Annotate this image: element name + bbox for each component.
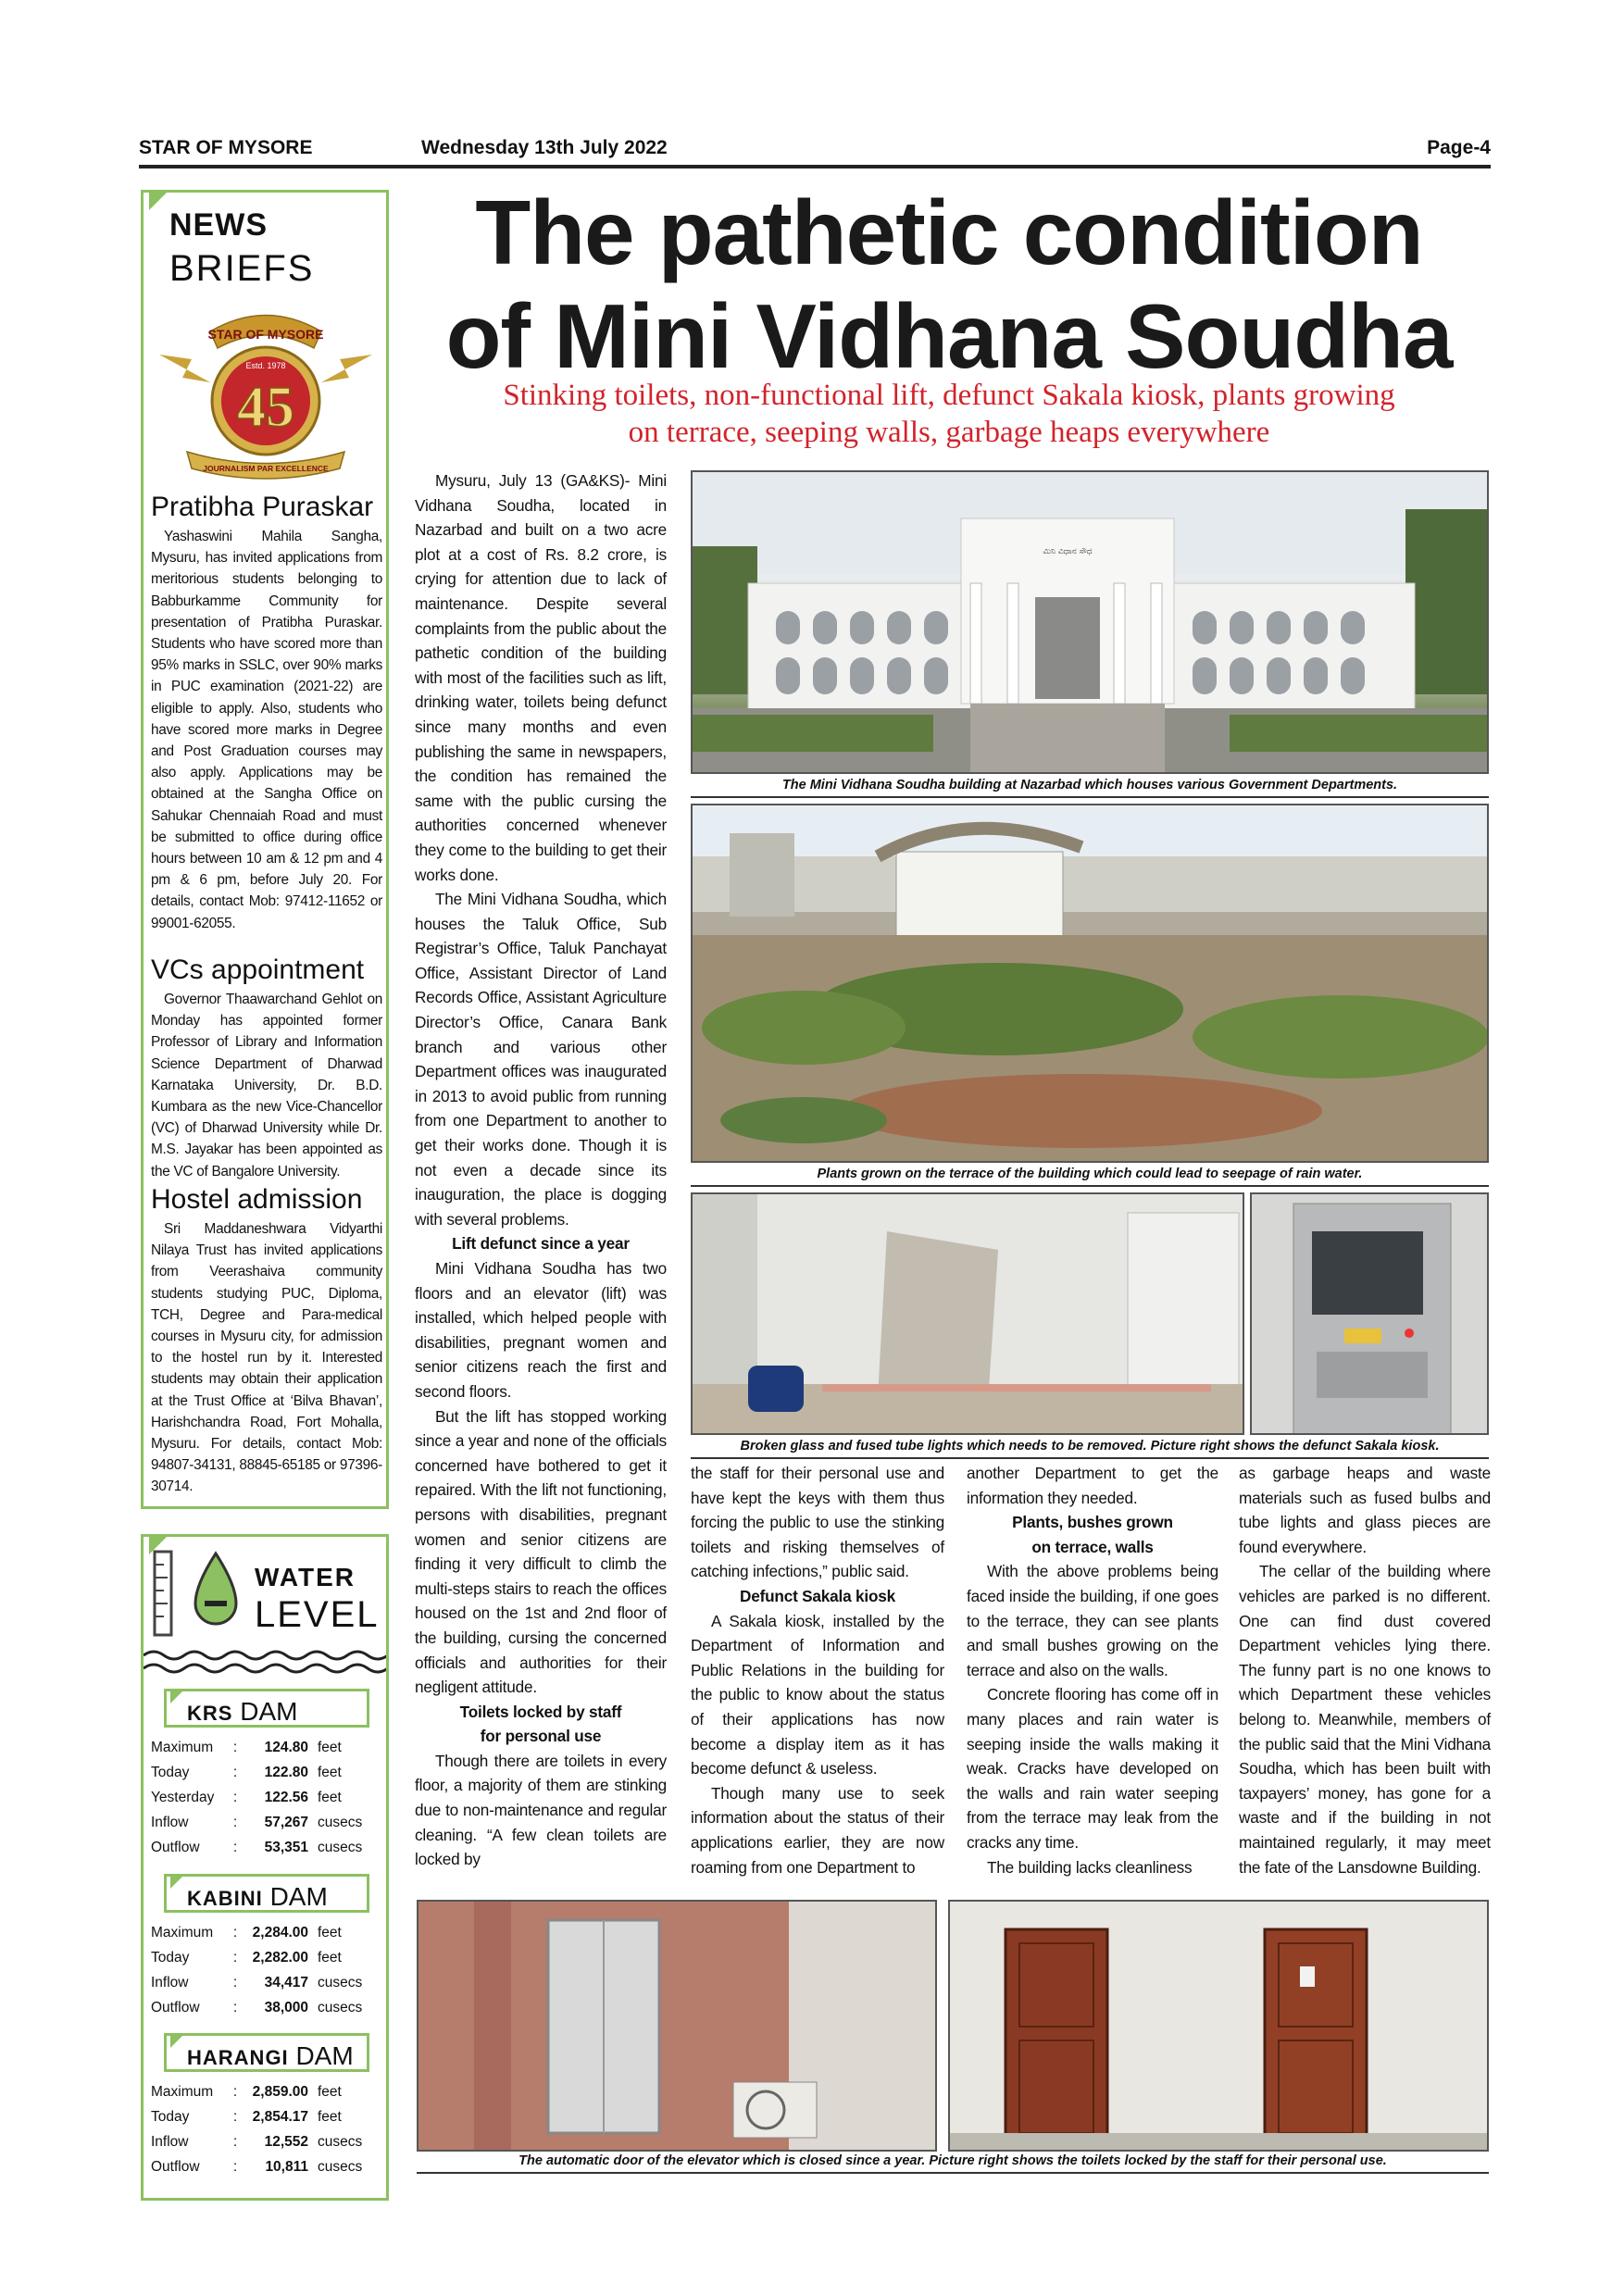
article-subheading: on terrace, walls (1031, 1537, 1154, 1556)
dam-harangi (151, 2033, 382, 2179)
dam-table (151, 1920, 373, 2020)
dam-name: KRS (187, 1702, 233, 1725)
dam-row: Yesterday : 122.56 feet (151, 1789, 342, 1805)
brief-heading: VCs appointment (151, 955, 365, 985)
dam-row: Maximum : 2,859.00 feet (151, 2083, 342, 2100)
logo-ribbon-text: JOURNALISM PAR EXCELLENCE (203, 464, 329, 473)
dam-row: Today : 2,282.00 feet (151, 1949, 342, 1965)
dam-row: Today : 122.80 feet (151, 1764, 342, 1780)
article-paragraph: another Department to get the information they needed. (967, 1464, 1218, 1507)
photo-caption: The automatic door of the elevator which is closed since a year. Picture right shows the toilets locked by the staff for their personal use. (417, 2153, 1489, 2174)
photo-elevator-door (417, 1900, 937, 2152)
photo-caption: Plants grown on the terrace of the building which could lead to seepage of rain water. (691, 1167, 1489, 1187)
brief-text: Governor Thaawarchand Gehlot on Monday has appointed former Professor of Library and Information Science Department of Dharwad Karnataka University, Dr. B.D. Kumbara as the new Vice-Chancellor (VC) of Dharwad University while Dr. M.S. Jayakar has been appointed as the VC of Bangalore University. (151, 992, 382, 1179)
article-subheading: Defunct Sakala kiosk (740, 1586, 895, 1605)
brief-heading: Hostel admission (151, 1184, 363, 1215)
elevator-illustration (418, 1902, 937, 2152)
dam-row: Maximum : 2,284.00 feet (151, 1924, 342, 1940)
article-paragraph: the staff for their personal use and have kept the keys with them thus forcing the public to use the stinking toilets and risking themselves of catching infections,” public said. (691, 1464, 944, 1581)
brief-text: Yashaswini Mahila Sangha, Mysuru, has invited applications from meritorious students belonging to Babburkamme Community for presentation of Pratibha Puraskar. Students who have scored more than 95% marks in SSLC, over 90% marks in PUC examination (2021-22) are eligible to apply. Also, students who have scored more marks in Degree and Post Graduation courses may also apply. Applications may be obtained at the Sangha Office on Sahukar Chennaiah Road and must be submitted to office during office hours between 10 am & 12 pm and 4 pm & 6 pm, before July 20. For details, contact Mob: 97412-11652 or 99001-62055. (151, 529, 382, 931)
briefs-title: BRIEFS (169, 248, 315, 289)
article-paragraph: With the above problems being faced inside the building, if one goes to the terrace, they can see plants and small bushes growing on the terrace and also on the walls. (967, 1562, 1218, 1679)
dam-row: Outflow : 38,000 cusecs (151, 1999, 363, 2015)
photo-broken-glass (691, 1192, 1244, 1435)
brief-text: Sri Maddaneshwara Vidyarthi Nilaya Trust has invited applications from Veerashaiva community students studying PUC, Diploma, TCH, Degree and Para-medical courses in Mysuru city, for admission to the hostel run by it. Interested students may obtain their application at the Trust Office at ‘Bilva Bhavan’, Harishchandra Road, Fort Mohalla, Mysuru. For details, contact Mob: 94807-34131, 88845-65185 or 97396-30714. (151, 1221, 382, 1495)
corner-accent (149, 190, 169, 210)
dam-table (151, 1735, 373, 1860)
dam-title-box (164, 1689, 369, 1728)
article-paragraph: Though many use to seek information about the status of their applications earlier, they are now roaming from one Department to (691, 1783, 944, 1877)
briefs-news-label: NEWS (169, 207, 268, 243)
dam-table (151, 2079, 373, 2179)
article-subheading: Lift defunct since a year (452, 1234, 630, 1254)
article-paragraph: Mini Vidhana Soudha has two floors and an elevator (lift) was installed, which helped people with disabilities, pregnant women and senior citizens reach the first and second floors. (415, 1259, 667, 1401)
subheadline-line-2: on terrace, seeping walls, garbage heaps everywhere (628, 416, 1270, 449)
water-level-box (141, 1534, 389, 2201)
subheadline (407, 377, 1491, 451)
article-paragraph: A Sakala kiosk, installed by the Department of Information and Public Relations in the building for the public to know about the status of their applications has now become a display item as it has become defunct & useless. (691, 1611, 944, 1778)
water-title-2: LEVEL (255, 1594, 380, 1635)
article-column-1 (415, 468, 667, 1872)
logo-number: 45 (237, 376, 294, 439)
photo-caption: Broken glass and fused tube lights which needs to be removed. Picture right shows the defunct Sakala kiosk. (691, 1439, 1489, 1459)
page-header (139, 131, 1491, 168)
dam-row: Outflow : 10,811 cusecs (151, 2158, 363, 2175)
toilets-illustration (950, 1902, 1489, 2152)
building-illustration (693, 472, 1489, 774)
broken-glass-illustration (693, 1194, 1244, 1435)
dam-title-box (164, 1874, 369, 1913)
dam-kabini (151, 1874, 382, 2020)
brief-hostel-admission (151, 1183, 382, 1498)
article-column-2 (691, 1461, 944, 1879)
dam-label: DAM (295, 2041, 354, 2070)
article-column-4 (1239, 1461, 1491, 1879)
dam-name: KABINI (187, 1887, 263, 1910)
dam-row: Inflow : 12,552 cusecs (151, 2133, 363, 2150)
dam-row: Inflow : 57,267 cusecs (151, 1814, 363, 1830)
article-paragraph: The cellar of the building where vehicles are parked is no different. One can find dust covered Department vehicles lying there. The funny part is no one knows to which Department these vehicles belong to. Meanwhile, members of the public said that the Mini Vidhana Soudha, which has been built with taxpayers’ money, has gone for a waste and if the building in not maintained regularly, it may meet the fate of the Lansdowne Building. (1239, 1562, 1491, 1877)
article-subheading: Toilets locked by staff (459, 1702, 622, 1721)
photo-sakala-kiosk (1250, 1192, 1489, 1435)
article-paragraph: as garbage heaps and waste materials such as fused bulbs and tube lights and glass pieces are found everywhere. (1239, 1464, 1491, 1556)
issue-date: Wednesday 13th July 2022 (421, 137, 668, 158)
photo-mini-vidhana-soudha-building (691, 470, 1489, 774)
water-gauge-icon (151, 1546, 253, 1648)
brief-heading: Pratibha Puraskar (151, 492, 374, 522)
news-briefs-box (141, 190, 389, 1509)
article-subheading: Plants, bushes grown (1012, 1513, 1173, 1532)
article-paragraph: Though there are toilets in every floor, a majority of them are stinking due to non-maintenance and regular cleaning. “A few clean toilets are locked by (415, 1751, 667, 1869)
dam-row: Today : 2,854.17 feet (151, 2108, 342, 2125)
headline (407, 181, 1491, 388)
dam-label: DAM (269, 1882, 328, 1911)
photo-caption: The Mini Vidhana Soudha building at Nazarbad which houses various Government Departments. (691, 778, 1489, 798)
dam-name: HARANGI (187, 2046, 289, 2069)
dam-row: Maximum : 124.80 feet (151, 1739, 342, 1755)
article-paragraph: But the lift has stopped working since a year and none of the officials concerned have bothered to get it repaired. With the lift not functioning, persons with disabilities, pregnant women and senior citizens are finding it very difficult to climb the multi-steps stairs to reach the offices housed on the 1st and 2nd floor of the building, cursing the concerned officials and authorities for their negligent attitude. (415, 1406, 667, 1697)
article-paragraph: The Mini Vidhana Soudha, which houses the Taluk Office, Sub Registrar’s Office, Taluk Panchayat Office, Assistant Director of Land Records Office, Assistant Agriculture Director’s Office, Canara Bank branch and various other Department offices was inaugurated in 2013 to avoid public from running from one Department to another to get their works done. Though it is not even a decade since its inauguration, the place is dogging with several problems. (415, 890, 667, 1229)
page-number: Page-4 (1427, 137, 1491, 158)
brief-vcs-appointment (151, 954, 382, 1182)
kiosk-illustration (1252, 1194, 1489, 1435)
photo-terrace-plants (691, 804, 1489, 1163)
brief-pratibha-puraskar (151, 491, 382, 934)
logo-top-text: STAR OF MYSORE (207, 327, 324, 342)
dam-label: DAM (240, 1697, 298, 1726)
logo-estd-text: Estd. 1978 (245, 361, 286, 370)
paper-name: STAR OF MYSORE (139, 137, 313, 158)
photo-locked-toilets (948, 1900, 1489, 2152)
article-paragraph: Concrete flooring has come off in many places and rain water is seeping inside the walls making it weak. Cracks have developed on the walls and rain water seeping from the terrace may leak from the cracks any time. (967, 1685, 1218, 1852)
dam-row: Outflow : 53,351 cusecs (151, 1839, 363, 1855)
dam-title-box (164, 2033, 369, 2072)
article-paragraph: Mysuru, July 13 (GA&KS)- Mini Vidhana Soudha, located in Nazarbad and built on a two acre plot at a cost of Rs. 8.2 crore, is crying for attention due to lack of maintenance. Despite several complaints from the public about the pathetic condition of the building with most of the facilities such as lift, drinking water, toilets being defunct since many months and even publishing the same in newspapers, the condition has remained the same with the public cursing the authorities concerned whenever they come to the building to get their works done. (415, 471, 667, 884)
headline-line-2: of Mini Vidhana Soudha (445, 285, 1453, 387)
building-sign: ಮಿನಿ ವಿಧಾನ ಸೌಧ (1043, 547, 1093, 556)
headline-line-1: The pathetic condition (475, 181, 1423, 283)
terrace-illustration (693, 805, 1489, 1163)
article-subheading: for personal use (480, 1727, 602, 1746)
star-of-mysore-45-logo (155, 304, 377, 489)
article-paragraph: The building lacks cleanliness (987, 1857, 1193, 1877)
dam-row: Inflow : 34,417 cusecs (151, 1974, 363, 1990)
water-title-1: WATER (255, 1563, 356, 1591)
subheadline-line-1: Stinking toilets, non-functional lift, defunct Sakala kiosk, plants growing (503, 379, 1395, 412)
dam-krs (151, 1689, 382, 1860)
article-column-3 (967, 1461, 1218, 1879)
